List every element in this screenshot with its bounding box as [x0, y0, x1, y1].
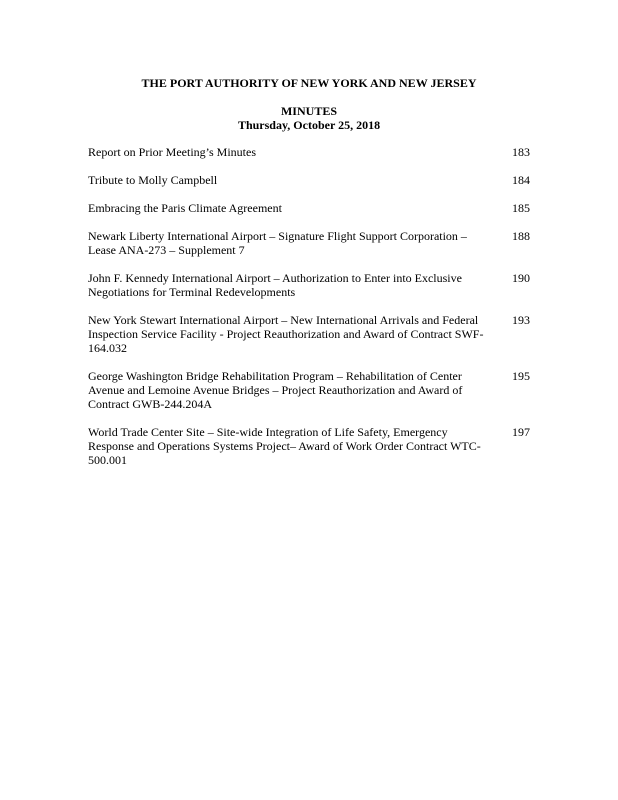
meeting-date: Thursday, October 25, 2018 [237, 118, 381, 132]
toc-item-page: 183 [512, 145, 530, 159]
toc-item-page: 197 [512, 425, 530, 439]
toc-item [88, 201, 530, 215]
toc-item-title: John F. Kennedy International Airport – Authorization to Enter into Exclusive Negotiations for Terminal Redevelopments [88, 271, 462, 299]
toc-item-page: 193 [512, 313, 530, 327]
toc-item-page: 195 [512, 369, 530, 383]
toc-item [88, 229, 530, 257]
toc-item-page: 190 [512, 271, 530, 285]
toc-item [88, 425, 530, 467]
toc-item-title: Report on Prior Meeting’s Minutes [88, 145, 256, 159]
toc-item-title: World Trade Center Site – Site-wide Integration of Life Safety, Emergency Response and Operations Systems Project– Award of Work Order Contract WTC-500.001 [88, 425, 481, 467]
toc-item [88, 369, 530, 411]
toc-item-title: New York Stewart International Airport – New International Arrivals and Federal Inspection Service Facility - Project Reauthorization and Award of Contract SWF-164.032 [88, 313, 484, 355]
toc-item [88, 145, 530, 159]
minutes-title: MINUTES [280, 104, 337, 118]
toc-item [88, 173, 530, 187]
toc-item-page: 184 [512, 173, 530, 187]
toc-item-page: 185 [512, 201, 530, 215]
table-of-contents [88, 145, 530, 481]
toc-item [88, 271, 530, 299]
toc-item-title: George Washington Bridge Rehabilitation Program – Rehabilitation of Center Avenue and Lemoine Avenue Bridges – Project Reauthorization and Award of Contract GWB-244.204A [88, 369, 463, 411]
toc-item-title: Embracing the Paris Climate Agreement [88, 201, 282, 215]
organization-heading: THE PORT AUTHORITY OF NEW YORK AND NEW JERSEY [141, 76, 477, 90]
toc-item [88, 313, 530, 355]
toc-item-title: Tribute to Molly Campbell [88, 173, 218, 187]
toc-item-title: Newark Liberty International Airport – Signature Flight Support Corporation – Lease ANA-273 – Supplement 7 [88, 229, 467, 257]
toc-item-page: 188 [512, 229, 530, 243]
